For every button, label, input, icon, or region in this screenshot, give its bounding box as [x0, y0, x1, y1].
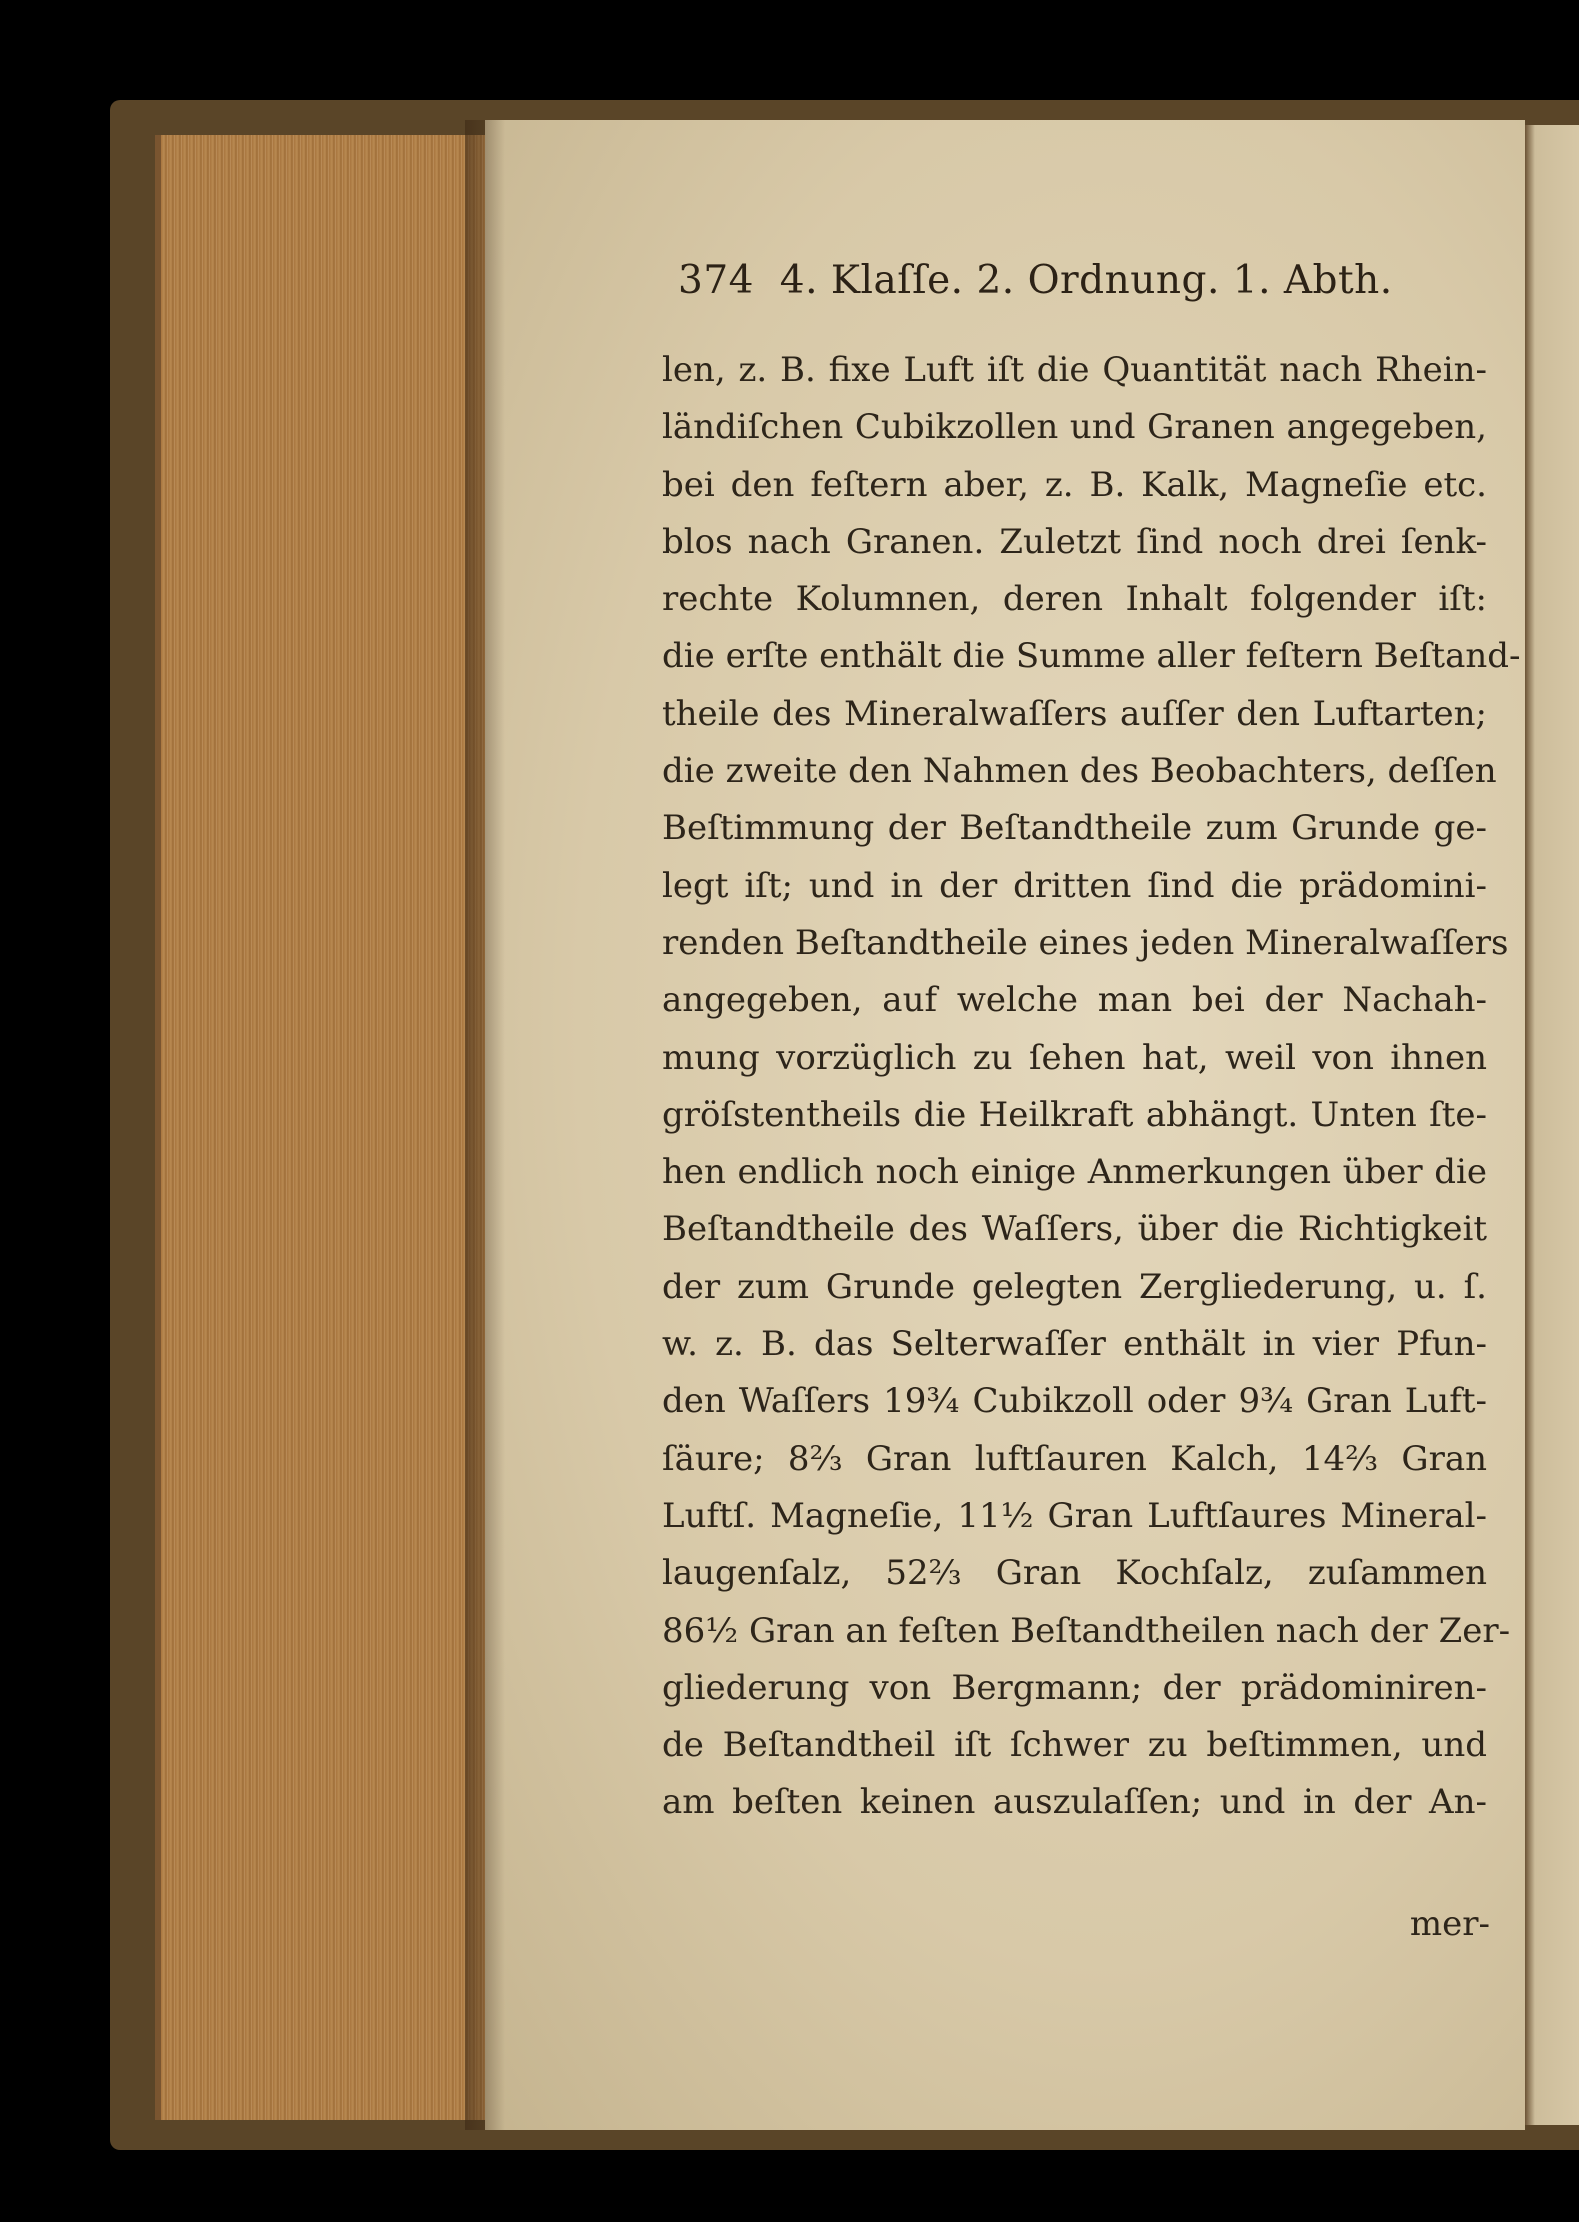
facing-page-edge	[1525, 125, 1579, 2125]
text-line: ländiſchen Cubikzollen und Granen angegeben,	[662, 407, 1487, 448]
text-line: Beſtimmung der Beſtandtheile zum Grunde ge-	[662, 808, 1487, 849]
text-line: gröſstentheils die Heilkraft abhängt. Unten ſte-	[662, 1094, 1487, 1135]
page-number: 374	[678, 258, 754, 303]
text-line: bei den feſtern aber, z. B. Kalk, Magneſie etc.	[662, 464, 1487, 505]
text-line: laugenſalz, 52⅔ Gran Kochſalz, zuſammen	[662, 1553, 1487, 1594]
text-line: len, z. B. fixe Luft iſt die Quantität nach Rhein-	[662, 350, 1487, 390]
text-line: rechte Kolumnen, deren Inhalt folgender iſt:	[662, 579, 1487, 620]
text-line: Beſtandtheile des Waſſers, über die Richtigkeit	[662, 1209, 1487, 1250]
text-line: die erſte enthält die Summe aller feſtern Beſtand-	[662, 636, 1521, 677]
text-line: ſäure; 8⅔ Gran luftſauren Kalch, 14⅔ Gran	[662, 1438, 1487, 1479]
catchword: mer-	[1409, 1904, 1490, 1944]
text-line: den Waſſers 19¾ Cubikzoll oder 9¾ Gran Luft-	[662, 1381, 1487, 1422]
text-line: 86½ Gran an feſten Beſtandtheilen nach der Zer-	[662, 1610, 1511, 1651]
text-line: gliederung von Bergmann; der prädominiren-	[662, 1667, 1487, 1708]
spine-shadow	[465, 120, 505, 2130]
text-line: hen endlich noch einige Anmerkungen über die	[662, 1152, 1487, 1193]
text-line: w. z. B. das Selterwaſſer enthält in vier Pfun-	[662, 1324, 1487, 1365]
page-edges	[155, 135, 491, 2120]
text-line: de Beſtandtheil iſt ſchwer zu beſtimmen, und	[662, 1725, 1487, 1766]
text-line: legt iſt; und in der dritten ſind die prädomini-	[662, 865, 1487, 906]
text-line: mung vorzüglich zu ſehen hat, weil von ihnen	[662, 1037, 1487, 1078]
running-title: 4. Klaſſe. 2. Ordnung. 1. Abth.	[779, 258, 1393, 303]
text-line: am beſten keinen auszulaſſen; und in der An-	[662, 1782, 1487, 1823]
text-line: Luftſ. Magneſie, 11½ Gran Luftſaures Mineral-	[662, 1495, 1487, 1536]
text-line: renden Beſtandtheile eines jeden Mineralwaſſers	[662, 922, 1509, 963]
text-line: die zweite den Nahmen des Beobachters, deſſen	[662, 751, 1497, 792]
page-header	[678, 258, 1458, 318]
text-line: blos nach Granen. Zuletzt ſind noch drei ſenk-	[662, 521, 1487, 562]
text-line: der zum Grunde gelegten Zergliederung, u. ſ.	[662, 1266, 1487, 1307]
body-text	[662, 342, 1521, 1832]
text-line: theile des Mineralwaſſers auſſer den Luftarten;	[662, 693, 1487, 734]
text-line: angegeben, auf welche man bei der Nachah-	[662, 980, 1487, 1021]
